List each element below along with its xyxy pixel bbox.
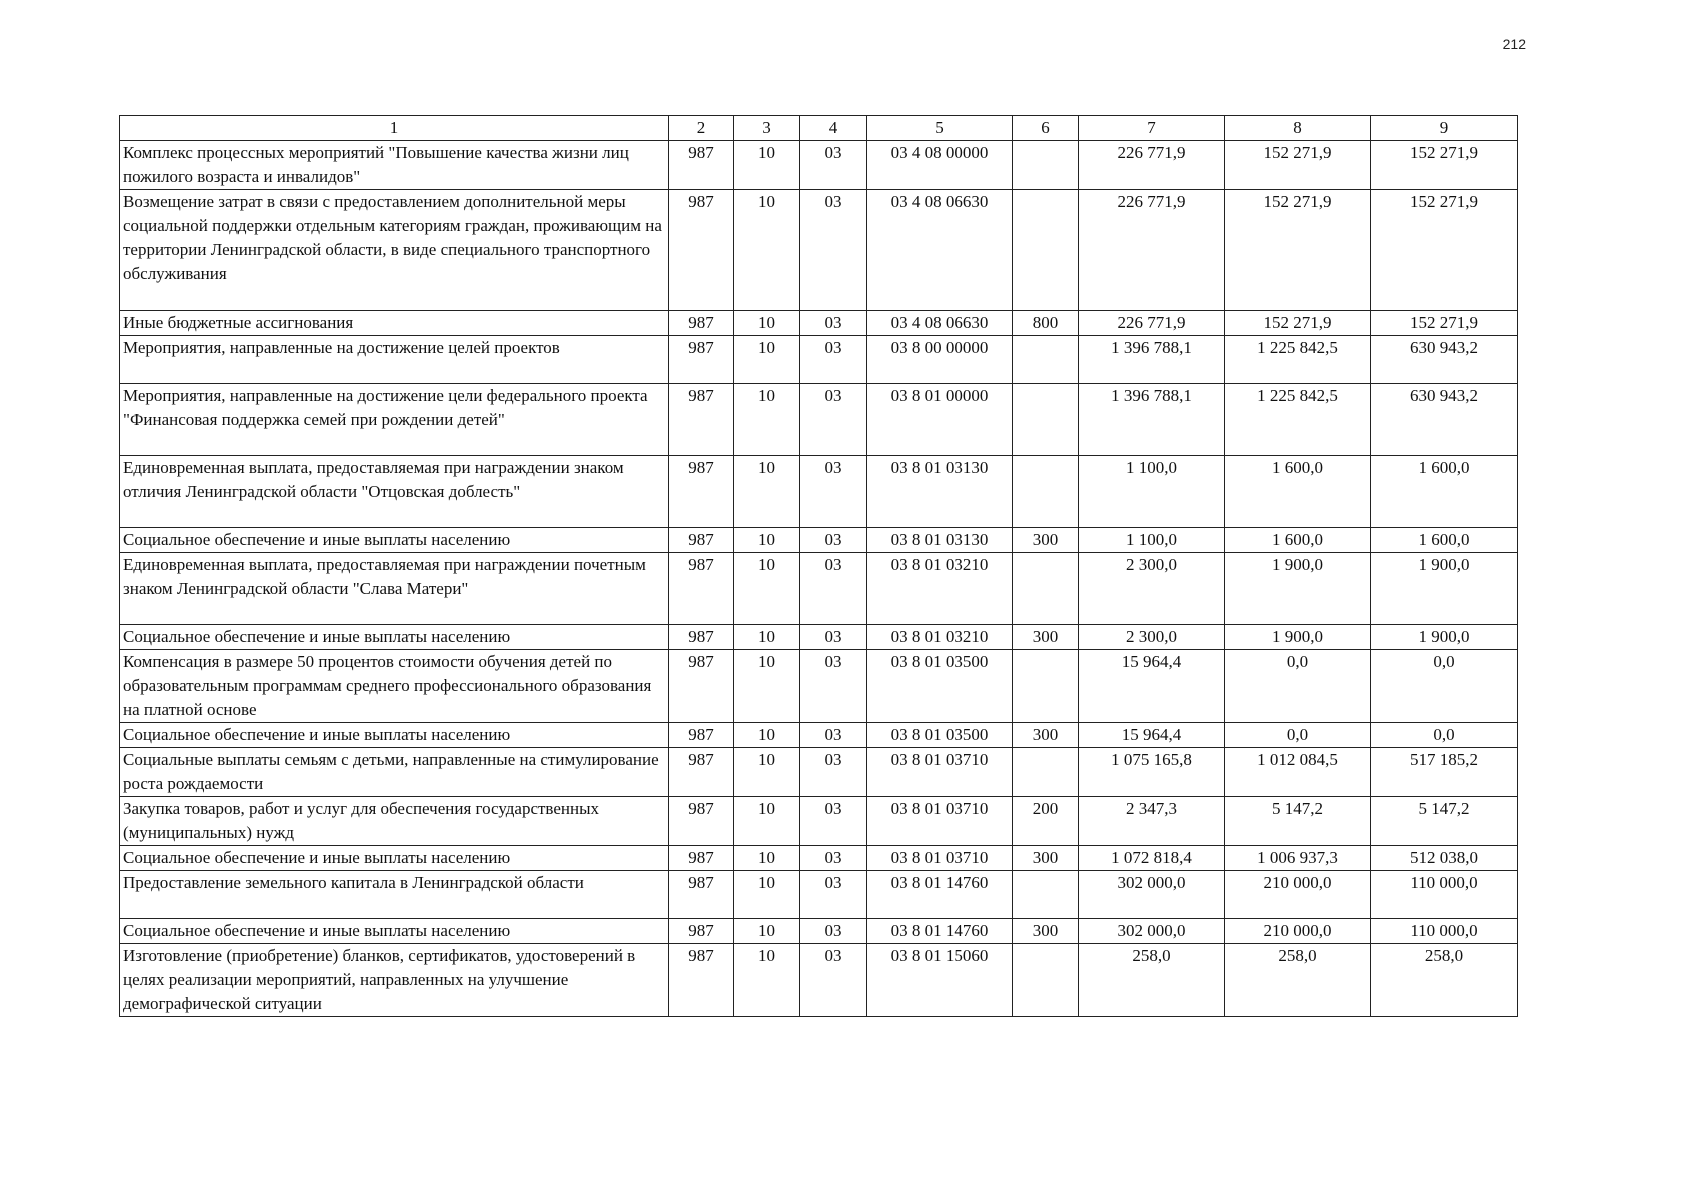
row-cell-col8: 1 012 084,5 xyxy=(1225,748,1371,797)
row-cell-col4: 03 xyxy=(800,625,867,650)
row-name-cell: Предоставление земельного капитала в Ленинградской области xyxy=(120,871,669,919)
row-cell-col5: 03 8 01 03500 xyxy=(867,650,1013,723)
row-cell-col2: 987 xyxy=(669,846,734,871)
row-cell-col5: 03 8 01 03210 xyxy=(867,553,1013,625)
page-number: 212 xyxy=(1502,36,1526,52)
row-cell-col9: 1 600,0 xyxy=(1371,456,1518,528)
row-cell-col5: 03 8 01 03710 xyxy=(867,748,1013,797)
row-cell-col7: 258,0 xyxy=(1079,944,1225,1017)
row-name-cell: Мероприятия, направленные на достижение целей проектов xyxy=(120,336,669,384)
row-cell-col5: 03 8 01 03130 xyxy=(867,528,1013,553)
row-cell-col4: 03 xyxy=(800,528,867,553)
row-cell-col6 xyxy=(1013,336,1079,384)
row-cell-col2: 987 xyxy=(669,553,734,625)
row-cell-col8: 1 900,0 xyxy=(1225,553,1371,625)
row-cell-col4: 03 xyxy=(800,456,867,528)
row-name-cell: Комплекс процессных мероприятий "Повышение качества жизни лиц пожилого возраста и инвалидов" xyxy=(120,141,669,190)
row-name-cell: Единовременная выплата, предоставляемая при награждении знаком отличия Ленинградской области "Отцовская доблесть" xyxy=(120,456,669,528)
table-row xyxy=(120,723,1518,748)
row-cell-col9: 1 600,0 xyxy=(1371,528,1518,553)
row-cell-col6 xyxy=(1013,384,1079,456)
row-cell-col3: 10 xyxy=(734,190,800,311)
row-cell-col4: 03 xyxy=(800,190,867,311)
row-cell-col2: 987 xyxy=(669,311,734,336)
row-cell-col6 xyxy=(1013,553,1079,625)
row-cell-col2: 987 xyxy=(669,336,734,384)
row-cell-col3: 10 xyxy=(734,456,800,528)
row-cell-col4: 03 xyxy=(800,141,867,190)
row-cell-col5: 03 8 01 03210 xyxy=(867,625,1013,650)
row-cell-col3: 10 xyxy=(734,919,800,944)
row-cell-col9: 630 943,2 xyxy=(1371,336,1518,384)
row-cell-col6 xyxy=(1013,748,1079,797)
table-row xyxy=(120,190,1518,311)
row-name-cell: Возмещение затрат в связи с предоставлением дополнительной меры социальной поддержки отдельным категориям граждан, проживающим на территории Ленинградской области, в виде специального транспортного обслуживания xyxy=(120,190,669,311)
row-cell-col2: 987 xyxy=(669,748,734,797)
row-cell-col3: 10 xyxy=(734,141,800,190)
row-cell-col2: 987 xyxy=(669,650,734,723)
row-cell-col3: 10 xyxy=(734,797,800,846)
row-name-cell: Изготовление (приобретение) бланков, сертификатов, удостоверений в целях реализации мероприятий, направленных на улучшение демографической ситуации xyxy=(120,944,669,1017)
row-cell-col4: 03 xyxy=(800,846,867,871)
row-cell-col2: 987 xyxy=(669,384,734,456)
row-cell-col7: 2 300,0 xyxy=(1079,553,1225,625)
row-cell-col3: 10 xyxy=(734,944,800,1017)
row-cell-col7: 226 771,9 xyxy=(1079,190,1225,311)
table-row xyxy=(120,748,1518,797)
row-cell-col8: 0,0 xyxy=(1225,650,1371,723)
row-cell-col6: 300 xyxy=(1013,723,1079,748)
row-cell-col7: 2 300,0 xyxy=(1079,625,1225,650)
row-cell-col9: 152 271,9 xyxy=(1371,141,1518,190)
row-cell-col9: 0,0 xyxy=(1371,723,1518,748)
row-cell-col9: 258,0 xyxy=(1371,944,1518,1017)
row-cell-col3: 10 xyxy=(734,625,800,650)
row-cell-col9: 512 038,0 xyxy=(1371,846,1518,871)
row-cell-col8: 210 000,0 xyxy=(1225,919,1371,944)
row-cell-col3: 10 xyxy=(734,723,800,748)
row-cell-col9: 110 000,0 xyxy=(1371,871,1518,919)
row-cell-col6 xyxy=(1013,141,1079,190)
table-row xyxy=(120,311,1518,336)
column-header: 3 xyxy=(734,116,800,141)
row-cell-col5: 03 4 08 00000 xyxy=(867,141,1013,190)
row-cell-col3: 10 xyxy=(734,528,800,553)
row-name-cell: Социальное обеспечение и иные выплаты населению xyxy=(120,625,669,650)
row-cell-col3: 10 xyxy=(734,846,800,871)
row-cell-col4: 03 xyxy=(800,336,867,384)
row-cell-col8: 1 600,0 xyxy=(1225,456,1371,528)
row-cell-col8: 258,0 xyxy=(1225,944,1371,1017)
row-cell-col6: 800 xyxy=(1013,311,1079,336)
column-header: 9 xyxy=(1371,116,1518,141)
row-name-cell: Социальное обеспечение и иные выплаты населению xyxy=(120,723,669,748)
row-cell-col3: 10 xyxy=(734,336,800,384)
row-cell-col4: 03 xyxy=(800,748,867,797)
row-cell-col6: 300 xyxy=(1013,846,1079,871)
row-name-cell: Мероприятия, направленные на достижение цели федерального проекта "Финансовая поддержка семей при рождении детей" xyxy=(120,384,669,456)
table-row xyxy=(120,846,1518,871)
row-cell-col6 xyxy=(1013,650,1079,723)
row-cell-col9: 0,0 xyxy=(1371,650,1518,723)
row-cell-col7: 226 771,9 xyxy=(1079,311,1225,336)
budget-table xyxy=(119,115,1518,1017)
row-cell-col2: 987 xyxy=(669,871,734,919)
row-cell-col9: 152 271,9 xyxy=(1371,190,1518,311)
row-name-cell: Единовременная выплата, предоставляемая при награждении почетным знаком Ленинградской области "Слава Матери" xyxy=(120,553,669,625)
column-header: 1 xyxy=(120,116,669,141)
row-cell-col4: 03 xyxy=(800,944,867,1017)
table-row xyxy=(120,919,1518,944)
column-header: 5 xyxy=(867,116,1013,141)
row-cell-col8: 1 225 842,5 xyxy=(1225,336,1371,384)
row-cell-col2: 987 xyxy=(669,190,734,311)
row-cell-col2: 987 xyxy=(669,528,734,553)
row-cell-col5: 03 8 00 00000 xyxy=(867,336,1013,384)
row-cell-col9: 152 271,9 xyxy=(1371,311,1518,336)
row-cell-col7: 2 347,3 xyxy=(1079,797,1225,846)
row-cell-col4: 03 xyxy=(800,384,867,456)
row-cell-col9: 1 900,0 xyxy=(1371,553,1518,625)
column-header: 6 xyxy=(1013,116,1079,141)
row-cell-col4: 03 xyxy=(800,311,867,336)
row-cell-col7: 1 075 165,8 xyxy=(1079,748,1225,797)
row-cell-col6: 300 xyxy=(1013,919,1079,944)
table-row xyxy=(120,456,1518,528)
row-cell-col7: 1 100,0 xyxy=(1079,456,1225,528)
row-cell-col3: 10 xyxy=(734,384,800,456)
row-cell-col3: 10 xyxy=(734,748,800,797)
row-cell-col8: 1 900,0 xyxy=(1225,625,1371,650)
row-cell-col4: 03 xyxy=(800,723,867,748)
row-cell-col7: 302 000,0 xyxy=(1079,871,1225,919)
column-header: 4 xyxy=(800,116,867,141)
row-cell-col9: 5 147,2 xyxy=(1371,797,1518,846)
table-row xyxy=(120,384,1518,456)
row-cell-col2: 987 xyxy=(669,723,734,748)
row-cell-col7: 15 964,4 xyxy=(1079,723,1225,748)
row-cell-col4: 03 xyxy=(800,919,867,944)
table-row xyxy=(120,528,1518,553)
row-cell-col7: 1 396 788,1 xyxy=(1079,384,1225,456)
table-row xyxy=(120,797,1518,846)
row-cell-col5: 03 8 01 15060 xyxy=(867,944,1013,1017)
row-cell-col8: 152 271,9 xyxy=(1225,190,1371,311)
row-cell-col7: 15 964,4 xyxy=(1079,650,1225,723)
row-cell-col9: 517 185,2 xyxy=(1371,748,1518,797)
row-cell-col9: 110 000,0 xyxy=(1371,919,1518,944)
row-cell-col3: 10 xyxy=(734,650,800,723)
row-cell-col2: 987 xyxy=(669,141,734,190)
table-row xyxy=(120,141,1518,190)
row-cell-col3: 10 xyxy=(734,311,800,336)
row-cell-col7: 226 771,9 xyxy=(1079,141,1225,190)
row-cell-col9: 630 943,2 xyxy=(1371,384,1518,456)
row-name-cell: Социальные выплаты семьям с детьми, направленные на стимулирование роста рождаемости xyxy=(120,748,669,797)
table-row xyxy=(120,336,1518,384)
row-cell-col5: 03 4 08 06630 xyxy=(867,311,1013,336)
row-cell-col5: 03 8 01 03130 xyxy=(867,456,1013,528)
row-cell-col6 xyxy=(1013,944,1079,1017)
row-cell-col8: 1 006 937,3 xyxy=(1225,846,1371,871)
row-cell-col5: 03 8 01 03500 xyxy=(867,723,1013,748)
row-cell-col5: 03 4 08 06630 xyxy=(867,190,1013,311)
row-cell-col2: 987 xyxy=(669,797,734,846)
row-name-cell: Социальное обеспечение и иные выплаты населению xyxy=(120,528,669,553)
row-cell-col8: 210 000,0 xyxy=(1225,871,1371,919)
table-row xyxy=(120,650,1518,723)
column-header: 8 xyxy=(1225,116,1371,141)
row-name-cell: Иные бюджетные ассигнования xyxy=(120,311,669,336)
table-header-row xyxy=(120,116,1518,141)
row-name-cell: Компенсация в размере 50 процентов стоимости обучения детей по образовательным программам среднего профессионального образования на платной основе xyxy=(120,650,669,723)
row-cell-col6: 300 xyxy=(1013,528,1079,553)
row-cell-col8: 5 147,2 xyxy=(1225,797,1371,846)
row-cell-col5: 03 8 01 03710 xyxy=(867,846,1013,871)
row-cell-col4: 03 xyxy=(800,797,867,846)
row-cell-col3: 10 xyxy=(734,553,800,625)
column-header: 7 xyxy=(1079,116,1225,141)
table-row xyxy=(120,871,1518,919)
row-cell-col6: 300 xyxy=(1013,625,1079,650)
row-cell-col4: 03 xyxy=(800,553,867,625)
row-cell-col3: 10 xyxy=(734,871,800,919)
table-row xyxy=(120,625,1518,650)
row-cell-col5: 03 8 01 14760 xyxy=(867,871,1013,919)
row-cell-col6 xyxy=(1013,456,1079,528)
row-cell-col6: 200 xyxy=(1013,797,1079,846)
row-cell-col4: 03 xyxy=(800,871,867,919)
row-cell-col7: 1 396 788,1 xyxy=(1079,336,1225,384)
row-cell-col2: 987 xyxy=(669,625,734,650)
row-cell-col2: 987 xyxy=(669,944,734,1017)
row-name-cell: Социальное обеспечение и иные выплаты населению xyxy=(120,919,669,944)
row-cell-col6 xyxy=(1013,190,1079,311)
row-cell-col8: 1 225 842,5 xyxy=(1225,384,1371,456)
row-cell-col5: 03 8 01 03710 xyxy=(867,797,1013,846)
row-cell-col7: 1 072 818,4 xyxy=(1079,846,1225,871)
row-cell-col7: 1 100,0 xyxy=(1079,528,1225,553)
row-cell-col8: 152 271,9 xyxy=(1225,311,1371,336)
row-cell-col6 xyxy=(1013,871,1079,919)
row-cell-col2: 987 xyxy=(669,456,734,528)
row-cell-col8: 152 271,9 xyxy=(1225,141,1371,190)
row-cell-col5: 03 8 01 00000 xyxy=(867,384,1013,456)
table-row xyxy=(120,944,1518,1017)
column-header: 2 xyxy=(669,116,734,141)
row-cell-col2: 987 xyxy=(669,919,734,944)
row-cell-col5: 03 8 01 14760 xyxy=(867,919,1013,944)
row-cell-col8: 0,0 xyxy=(1225,723,1371,748)
row-name-cell: Социальное обеспечение и иные выплаты населению xyxy=(120,846,669,871)
row-cell-col9: 1 900,0 xyxy=(1371,625,1518,650)
row-cell-col4: 03 xyxy=(800,650,867,723)
row-name-cell: Закупка товаров, работ и услуг для обеспечения государственных (муниципальных) нужд xyxy=(120,797,669,846)
table-row xyxy=(120,553,1518,625)
row-cell-col7: 302 000,0 xyxy=(1079,919,1225,944)
row-cell-col8: 1 600,0 xyxy=(1225,528,1371,553)
